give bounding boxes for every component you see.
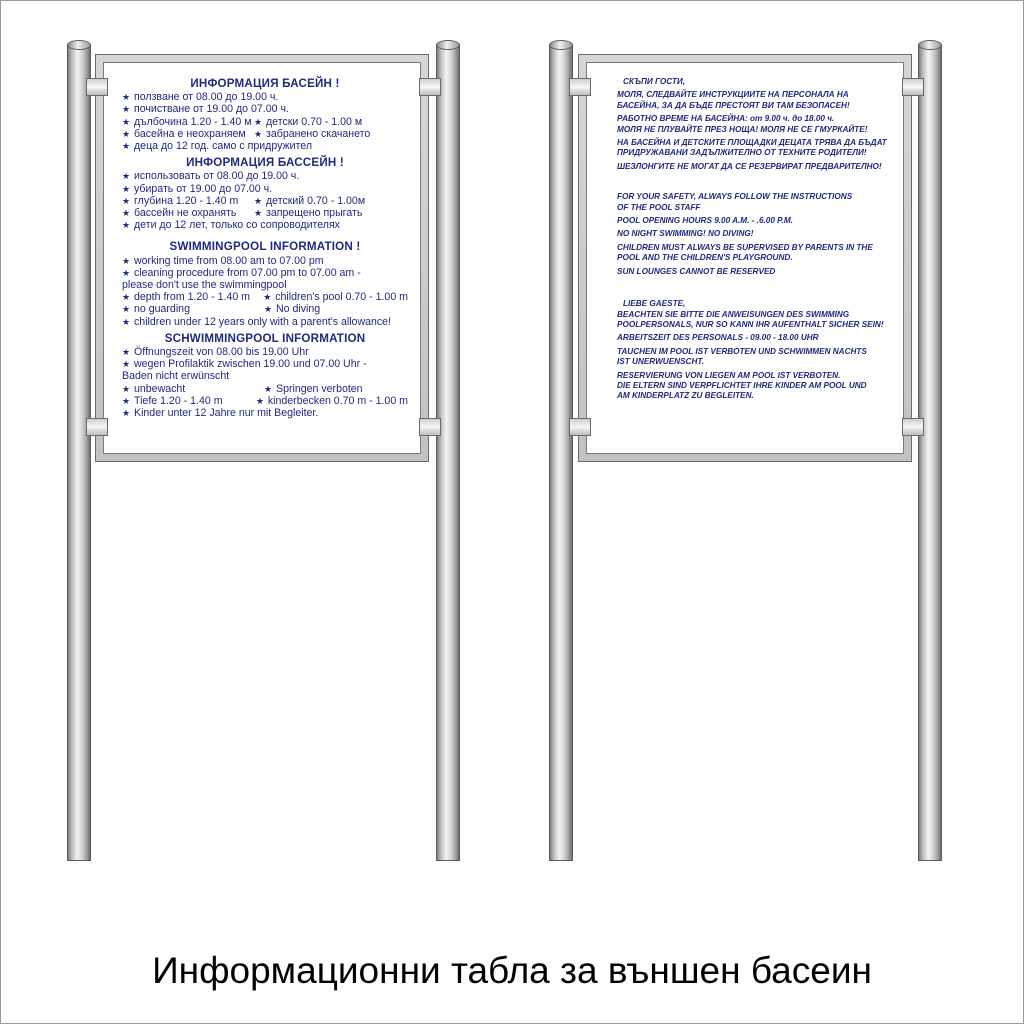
rule-row: ★ использовать от 08.00 до 19.00 ч. — [122, 170, 300, 183]
notice-line: OF THE POOL STAFF — [617, 202, 701, 212]
rule-row: ★ children under 12 years only with a parent's allowance! — [122, 315, 392, 328]
caption: Информационни табла за външен басеин — [152, 950, 872, 991]
rule-row: ★ деца до 12 год. само с придружител — [122, 140, 312, 153]
left-sign-board — [95, 54, 429, 462]
notice-line: НА БАСЕЙНА И ДЕТСКИТЕ ПЛОЩАДКИ ДЕЦАТА ТРЯВА ДА БЪДАТ — [617, 138, 887, 148]
notice-line: RESERVIERUNG VON LIEGEN AM POOL IST VERBOTEN. — [617, 370, 841, 380]
left-sign-text — [104, 63, 420, 419]
rule-row: ★ дети до 12 лет, только со сопроводителях — [122, 219, 340, 232]
rule-text: глубина 1.20 - 1.40 m — [134, 194, 239, 207]
bracket-clamp — [569, 418, 591, 436]
section-ru — [122, 157, 408, 231]
right-sign-board — [578, 54, 912, 462]
rule-row: ★ глубина 1.20 - 1.40 m ★ детский 0.70 - 1.00м — [122, 194, 366, 207]
section-title-de: SCHWIMMINGPOOL INFORMATION — [164, 331, 366, 345]
notice-de — [617, 299, 893, 402]
bracket-clamp — [86, 78, 108, 96]
rule-row: ★ working time from 08.00 am to 07.00 pm — [122, 254, 324, 267]
section-title-bg: ИНФОРМАЦИЯ БАСЕЙН ! — [190, 77, 340, 90]
right-sign-text — [587, 63, 903, 402]
section-de — [122, 333, 408, 419]
rule-text: unbewacht — [134, 382, 186, 395]
rule-text: working time from 08.00 am to 07.00 pm — [134, 254, 324, 267]
notice-line: POOL OPENING HOURS 9.00 A.M. - .6.00 P.M. — [617, 216, 793, 226]
rule-text: Baden nicht erwünscht — [122, 370, 230, 383]
section-en — [122, 241, 408, 327]
rule-row: ★ wegen Profilaktik zwischen 19.00 und 07.00 Uhr - — [122, 358, 367, 371]
notice-line: IST UNERWUENSCHT. — [617, 357, 705, 367]
notice-line: CHILDREN MUST ALWAYS BE SUPERVISED BY PARENTS IN THE — [617, 242, 873, 252]
notice-line: ARBEITSZEIT DES PERSONALS - 09.00 - 18.00 UHR — [617, 333, 819, 343]
bracket-clamp — [902, 78, 924, 96]
notice-line: МОЛЯ НЕ ПЛУВАЙТЕ ПРЕЗ НОЩА! МОЛЯ НЕ СЕ ГМУРКАЙТЕ! — [617, 124, 868, 134]
bracket-clamp — [569, 78, 591, 96]
rule-row-continued — [122, 370, 408, 382]
notice-line: SUN LOUNGES CANNOT BE RESERVED — [617, 266, 776, 276]
rule-text: запрещено прыгать — [266, 207, 363, 220]
notice-line: ШЕЗЛОНГИТЕ НЕ МОГАТ ДА СЕ РЕЗЕРВИРАТ ПРЕДВАРИТЕЛНО! — [617, 161, 882, 171]
rule-row: ★ cleaning procedure from 07.00 pm to 07.00 am - — [122, 266, 361, 279]
rule-row: ★ no guarding ★ No diving — [122, 303, 321, 316]
rule-text: kinderbecken 0.70 m - 1.00 m — [267, 394, 408, 407]
notice-en — [617, 192, 893, 277]
notice-line: МОЛЯ, СЛЕДВАЙТЕ ИНСТРУКЦИИТЕ НА ПЕРСОНАЛА НА — [617, 90, 849, 100]
rule-text: Öffnungszeit von 08.00 bis 19.00 Uhr — [134, 346, 309, 359]
rule-text: басейна е неохраняем — [134, 127, 246, 140]
rule-text: использовать от 08.00 до 19.00 ч. — [134, 170, 300, 183]
left-sign-panel — [103, 62, 421, 454]
bracket-clamp — [86, 418, 108, 436]
notice-line: TAUCHEN IM POOL IST VERBOTEN UND SCHWIMMEN NACHTS — [617, 346, 867, 356]
rule-text: забранено скачането — [266, 127, 371, 140]
rule-row: ★ Kinder unter 12 Jahre nur mit Begleiter. — [122, 407, 319, 420]
notice-line: ПРИДРУЖАВАНИ ЗАДЪЛЖИТЕЛНО ОТ ТЕХНИТЕ РОДИТЕЛИ! — [617, 148, 867, 158]
rule-row: ★ убирать от 19.00 до 07.00 ч. — [122, 182, 273, 195]
right-sign-post-left — [549, 44, 573, 861]
rule-text: children's pool 0.70 - 1.00 m — [275, 291, 408, 304]
rule-text: дети до 12 лет, только со сопроводителях — [134, 219, 340, 232]
notice-line: POOL AND THE CHILDREN'S PLAYGROUND. — [617, 253, 793, 263]
rule-text: деца до 12 год. само с придружител — [134, 140, 312, 153]
rule-text: No diving — [276, 303, 321, 316]
rule-text: Tiefe 1.20 - 1.40 m — [134, 394, 223, 407]
notice-line: AM KINDERPLATZ ZU BEGLEITEN. — [617, 391, 754, 401]
notice-line: DIE ELTERN SIND VERPFLICHTET IHRE KINDER AM POOL UND — [617, 380, 867, 390]
notice-line: NO NIGHT SWIMMING! NO DIVING! — [617, 229, 754, 239]
rule-text: children under 12 years only with a parent's allowance! — [134, 315, 392, 328]
rule-text: Springen verboten — [276, 382, 363, 395]
notice-line: СКЪПИ ГОСТИ, — [623, 77, 686, 86]
notice-line: БАСЕЙНА, ЗА ДА БЪДЕ ПРЕСТОЯТ ВИ ТАМ БЕЗОПАСЕН! — [617, 100, 850, 110]
rule-row: ★ ползване от 08.00 до 19.00 ч. — [122, 91, 279, 104]
notice-bg — [617, 77, 893, 172]
bracket-clamp — [902, 418, 924, 436]
rule-text: ползване от 08.00 до 19.00 ч. — [134, 91, 279, 104]
section-title-en: SWIMMINGPOOL INFORMATION ! — [169, 240, 361, 254]
rule-text: please don't use the swimmingpool — [122, 279, 287, 292]
notice-line: FOR YOUR SAFETY, ALWAYS FOLLOW THE INSTRUCTIONS — [617, 192, 853, 202]
notice-line: РАБОТНО ВРЕМЕ НА БАСЕЙНА: от 9.00 ч. до 18.00 ч. — [617, 114, 835, 124]
rule-text: детски 0.70 - 1.00 м — [266, 115, 363, 128]
rule-text: depth from 1.20 - 1.40 m — [134, 291, 251, 304]
rule-text: дълбочина 1.20 - 1.40 м — [134, 115, 252, 128]
rule-text: Kinder unter 12 Jahre nur mit Begleiter. — [134, 407, 319, 420]
bracket-clamp — [419, 418, 441, 436]
rule-row: ★ Tiefe 1.20 - 1.40 m ★ kinderbecken 0.70 m - 1.00 m — [122, 394, 408, 407]
bracket-clamp — [419, 78, 441, 96]
right-sign-post-right — [918, 44, 942, 861]
rule-row: ★ unbewacht ★ Springen verboten — [122, 382, 363, 395]
notice-line: LIEBE GAESTE, — [623, 299, 686, 309]
rule-text: убирать от 19.00 до 07.00 ч. — [134, 182, 273, 195]
rule-row: ★ бассейн не охранять ★ запрещено прыгать — [122, 207, 363, 220]
left-sign-post-left — [67, 44, 91, 861]
section-bg — [122, 78, 408, 152]
left-sign-post-right — [436, 44, 460, 861]
rule-text: детский 0.70 - 1.00м — [266, 194, 366, 207]
rule-row: ★ depth from 1.20 - 1.40 m ★ children's pool 0.70 - 1.00 m — [122, 291, 408, 304]
notice-line: BEACHTEN SIE BITTE DIE ANWEISUNGEN DES SWIMMING — [617, 309, 850, 319]
rule-text: бассейн не охранять — [134, 207, 237, 220]
notice-line: POOLPERSONALS, NUR SO KANN IHR AUFENTHALT SICHER SEIN! — [617, 319, 884, 329]
rule-row: ★ Öffnungszeit von 08.00 bis 19.00 Uhr — [122, 346, 309, 359]
rule-text: wegen Profilaktik zwischen 19.00 und 07.00 Uhr - — [134, 358, 367, 371]
rule-row: ★ почистване от 19.00 до 07.00 ч. — [122, 103, 289, 116]
rule-row: ★ басейна е неохраняем ★ забранено скачането — [122, 127, 371, 140]
right-sign-panel — [586, 62, 904, 454]
section-title-ru: ИНФОРМАЦИЯ БАССЕЙН ! — [186, 156, 344, 170]
rule-text: cleaning procedure from 07.00 pm to 07.00 am - — [134, 266, 361, 279]
rule-row: ★ дълбочина 1.20 - 1.40 м ★ детски 0.70 - 1.00 м — [122, 115, 363, 128]
rule-text: почистване от 19.00 до 07.00 ч. — [134, 103, 289, 116]
rule-text: no guarding — [134, 303, 190, 316]
rule-row-continued — [122, 279, 408, 291]
